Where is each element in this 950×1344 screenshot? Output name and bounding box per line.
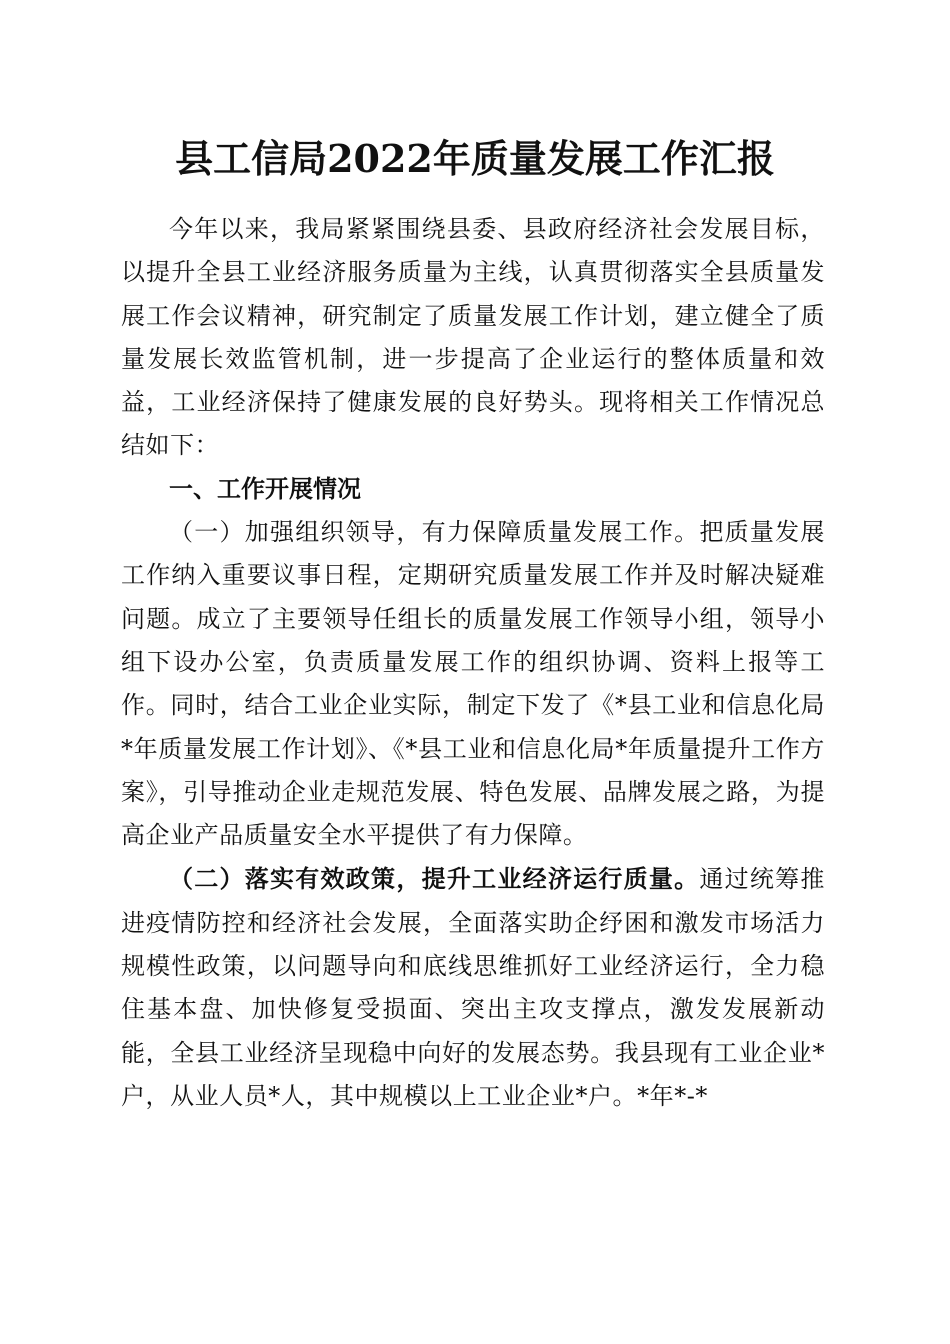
document-title: 县工信局2022年质量发展工作汇报 [175, 136, 775, 181]
subsection-lead-1: （一）加强组织领导，有力保障质量发展工作。 [169, 518, 700, 547]
subsection-lead-2: （二）落实有效政策，提升工业经济运行质量。 [169, 864, 700, 894]
subsection-text-2: 通过统筹推进疫情防控和经济社会发展，全面落实助企纾困和激发市场活力规模性政策，以问题导向和底线思维抓好工业经济运行，全力稳住基本盘、加快修复受损面、突出主攻支撑点，激发发展新动能，全县工业经济呈现稳中向好的发展态势。我县现有工业企业*户，从业人员*人，其中规模以上工业企业*户。*年*-* [121, 865, 825, 1110]
subsection-paragraph-2 [121, 857, 825, 1118]
section-heading-1: 一、工作开展情况 [169, 474, 361, 503]
document-body [121, 208, 825, 1118]
intro-paragraph: 今年以来，我局紧紧围绕县委、县政府经济社会发展目标，以提升全县工业经济服务质量为主线，认真贯彻落实全县质量发展工作会议精神，研究制定了质量发展工作计划，建立健全了质量发展长效监管机制，进一步提高了企业运行的整体质量和效益，工业经济保持了健康发展的良好势头。现将相关工作情况总结如下： [121, 215, 825, 460]
subsection-text-1: 把质量发展工作纳入重要议事日程，定期研究质量发展工作并及时解决疑难问题。成立了主要领导任组长的质量发展工作领导小组，领导小组下设办公室，负责质量发展工作的组织协调、资料上报等工作。同时，结合工业企业实际，制定下发了《*县工业和信息化局*年质量发展工作计划》、《*县工业和信息化局*年质量提升工作方案》，引导推动企业走规范发展、特色发展、品牌发展之路，为提高企业产品质量安全水平提供了有力保障。 [121, 518, 825, 850]
subsection-paragraph-1 [121, 511, 825, 857]
